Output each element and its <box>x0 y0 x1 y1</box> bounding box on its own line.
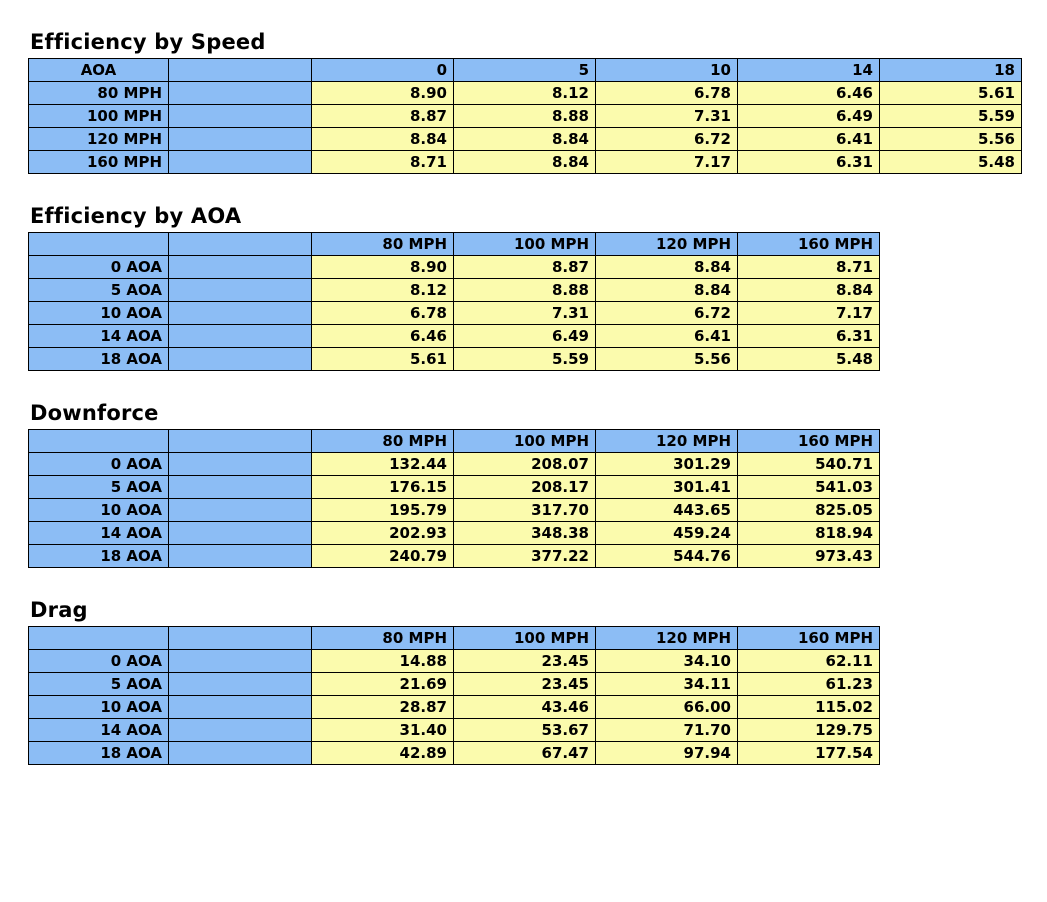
value-cell: 377.22 <box>454 545 596 568</box>
column-header-3: 160 MPH <box>738 233 880 256</box>
value-cell: 67.47 <box>454 742 596 765</box>
spacer-cell <box>169 256 312 279</box>
value-cell: 8.12 <box>312 279 454 302</box>
value-cell: 240.79 <box>312 545 454 568</box>
row-header: 0 AOA <box>29 453 169 476</box>
table-row <box>29 719 880 742</box>
value-cell: 6.78 <box>312 302 454 325</box>
value-cell: 544.76 <box>596 545 738 568</box>
spacer-cell <box>169 650 312 673</box>
value-cell: 208.17 <box>454 476 596 499</box>
table-row <box>29 105 1022 128</box>
spacer-cell <box>169 82 312 105</box>
value-cell: 6.46 <box>738 82 880 105</box>
row-header: 18 AOA <box>29 348 169 371</box>
value-cell: 5.61 <box>880 82 1022 105</box>
row-header: 5 AOA <box>29 476 169 499</box>
spacer-header-cell <box>169 627 312 650</box>
row-header: 0 AOA <box>29 650 169 673</box>
spacer-cell <box>169 302 312 325</box>
column-header-0: 80 MPH <box>312 233 454 256</box>
section-downforce <box>0 371 1047 568</box>
value-cell: 301.41 <box>596 476 738 499</box>
value-cell: 825.05 <box>738 499 880 522</box>
table-row <box>29 325 880 348</box>
spacer-header-cell <box>169 233 312 256</box>
value-cell: 129.75 <box>738 719 880 742</box>
top-gap <box>0 0 1047 30</box>
row-header: 14 AOA <box>29 719 169 742</box>
value-cell: 6.72 <box>596 302 738 325</box>
value-cell: 5.48 <box>738 348 880 371</box>
value-cell: 31.40 <box>312 719 454 742</box>
table-downforce <box>28 429 880 568</box>
column-header-2: 10 <box>596 59 738 82</box>
table-row <box>29 742 880 765</box>
row-header: 0 AOA <box>29 256 169 279</box>
section-drag <box>0 568 1047 765</box>
value-cell: 23.45 <box>454 650 596 673</box>
column-header-3: 160 MPH <box>738 627 880 650</box>
value-cell: 348.38 <box>454 522 596 545</box>
column-header-1: 100 MPH <box>454 627 596 650</box>
value-cell: 459.24 <box>596 522 738 545</box>
value-cell: 177.54 <box>738 742 880 765</box>
value-cell: 973.43 <box>738 545 880 568</box>
row-header: 160 MPH <box>29 151 169 174</box>
row-header: 10 AOA <box>29 696 169 719</box>
section-gap <box>0 568 1047 598</box>
value-cell: 8.84 <box>596 256 738 279</box>
table-row <box>29 499 880 522</box>
value-cell: 5.59 <box>880 105 1022 128</box>
column-header-2: 120 MPH <box>596 430 738 453</box>
row-header: 18 AOA <box>29 742 169 765</box>
value-cell: 6.72 <box>596 128 738 151</box>
value-cell: 7.31 <box>596 105 738 128</box>
column-header-3: 160 MPH <box>738 430 880 453</box>
value-cell: 6.41 <box>596 325 738 348</box>
spacer-cell <box>169 151 312 174</box>
value-cell: 8.84 <box>454 151 596 174</box>
spacer-cell <box>169 128 312 151</box>
section-efficiency-by-aoa <box>0 174 1047 371</box>
value-cell: 5.48 <box>880 151 1022 174</box>
corner-header-cell <box>29 627 169 650</box>
value-cell: 541.03 <box>738 476 880 499</box>
table-row <box>29 151 1022 174</box>
value-cell: 202.93 <box>312 522 454 545</box>
spacer-cell <box>169 673 312 696</box>
value-cell: 28.87 <box>312 696 454 719</box>
value-cell: 115.02 <box>738 696 880 719</box>
column-header-1: 100 MPH <box>454 233 596 256</box>
value-cell: 7.31 <box>454 302 596 325</box>
spacer-cell <box>169 545 312 568</box>
value-cell: 21.69 <box>312 673 454 696</box>
value-cell: 8.84 <box>596 279 738 302</box>
table-efficiency-by-speed <box>28 58 1022 174</box>
column-header-0: 80 MPH <box>312 430 454 453</box>
table-row <box>29 128 1022 151</box>
spacer-cell <box>169 522 312 545</box>
spacer-cell <box>169 476 312 499</box>
corner-header-cell: AOA <box>29 59 169 82</box>
value-cell: 540.71 <box>738 453 880 476</box>
section-title: Downforce <box>30 401 159 425</box>
spacer-cell <box>169 499 312 522</box>
value-cell: 97.94 <box>596 742 738 765</box>
value-cell: 43.46 <box>454 696 596 719</box>
table-row <box>29 279 880 302</box>
table-row <box>29 650 880 673</box>
row-header: 14 AOA <box>29 522 169 545</box>
value-cell: 8.87 <box>312 105 454 128</box>
value-cell: 8.84 <box>312 128 454 151</box>
value-cell: 7.17 <box>596 151 738 174</box>
spacer-cell <box>169 696 312 719</box>
value-cell: 8.87 <box>454 256 596 279</box>
value-cell: 6.49 <box>738 105 880 128</box>
value-cell: 71.70 <box>596 719 738 742</box>
value-cell: 132.44 <box>312 453 454 476</box>
value-cell: 61.23 <box>738 673 880 696</box>
row-header: 18 AOA <box>29 545 169 568</box>
corner-header-cell <box>29 233 169 256</box>
value-cell: 5.61 <box>312 348 454 371</box>
value-cell: 66.00 <box>596 696 738 719</box>
section-gap <box>0 174 1047 204</box>
value-cell: 8.71 <box>312 151 454 174</box>
row-header: 5 AOA <box>29 279 169 302</box>
value-cell: 317.70 <box>454 499 596 522</box>
row-header: 5 AOA <box>29 673 169 696</box>
column-header-4: 18 <box>880 59 1022 82</box>
value-cell: 6.41 <box>738 128 880 151</box>
value-cell: 8.84 <box>454 128 596 151</box>
value-cell: 8.88 <box>454 279 596 302</box>
value-cell: 6.49 <box>454 325 596 348</box>
section-title: Efficiency by Speed <box>30 30 266 54</box>
spacer-cell <box>169 348 312 371</box>
value-cell: 42.89 <box>312 742 454 765</box>
value-cell: 6.31 <box>738 325 880 348</box>
column-header-0: 0 <box>312 59 454 82</box>
row-header: 80 MPH <box>29 82 169 105</box>
spacer-cell <box>169 719 312 742</box>
table-header-row <box>29 627 880 650</box>
spacer-cell <box>169 105 312 128</box>
value-cell: 62.11 <box>738 650 880 673</box>
spacer-cell <box>169 279 312 302</box>
table-row <box>29 82 1022 105</box>
table-row <box>29 673 880 696</box>
section-efficiency-by-speed <box>0 0 1047 174</box>
value-cell: 301.29 <box>596 453 738 476</box>
value-cell: 818.94 <box>738 522 880 545</box>
value-cell: 14.88 <box>312 650 454 673</box>
value-cell: 8.90 <box>312 256 454 279</box>
row-header: 10 AOA <box>29 302 169 325</box>
row-header: 10 AOA <box>29 499 169 522</box>
spacer-cell <box>169 453 312 476</box>
value-cell: 53.67 <box>454 719 596 742</box>
spacer-header-cell <box>169 430 312 453</box>
value-cell: 208.07 <box>454 453 596 476</box>
section-gap <box>0 371 1047 401</box>
value-cell: 443.65 <box>596 499 738 522</box>
value-cell: 8.71 <box>738 256 880 279</box>
table-row <box>29 348 880 371</box>
value-cell: 7.17 <box>738 302 880 325</box>
table-row <box>29 696 880 719</box>
value-cell: 5.56 <box>596 348 738 371</box>
value-cell: 176.15 <box>312 476 454 499</box>
row-header: 14 AOA <box>29 325 169 348</box>
table-header-row <box>29 430 880 453</box>
column-header-1: 5 <box>454 59 596 82</box>
value-cell: 8.90 <box>312 82 454 105</box>
value-cell: 8.12 <box>454 82 596 105</box>
row-header: 100 MPH <box>29 105 169 128</box>
table-drag <box>28 626 880 765</box>
value-cell: 6.46 <box>312 325 454 348</box>
value-cell: 8.84 <box>738 279 880 302</box>
table-row <box>29 476 880 499</box>
value-cell: 8.88 <box>454 105 596 128</box>
value-cell: 195.79 <box>312 499 454 522</box>
table-header-row <box>29 233 880 256</box>
table-row <box>29 545 880 568</box>
column-header-1: 100 MPH <box>454 430 596 453</box>
value-cell: 23.45 <box>454 673 596 696</box>
corner-header-cell <box>29 430 169 453</box>
value-cell: 34.10 <box>596 650 738 673</box>
table-row <box>29 302 880 325</box>
section-title: Efficiency by AOA <box>30 204 242 228</box>
value-cell: 34.11 <box>596 673 738 696</box>
column-header-2: 120 MPH <box>596 233 738 256</box>
column-header-3: 14 <box>738 59 880 82</box>
value-cell: 6.78 <box>596 82 738 105</box>
column-header-2: 120 MPH <box>596 627 738 650</box>
table-row <box>29 522 880 545</box>
value-cell: 5.56 <box>880 128 1022 151</box>
table-header-row <box>29 59 1022 82</box>
spacer-cell <box>169 325 312 348</box>
table-row <box>29 453 880 476</box>
column-header-0: 80 MPH <box>312 627 454 650</box>
table-efficiency-by-aoa <box>28 232 880 371</box>
section-title: Drag <box>30 598 88 622</box>
spacer-header-cell <box>169 59 312 82</box>
value-cell: 5.59 <box>454 348 596 371</box>
table-row <box>29 256 880 279</box>
value-cell: 6.31 <box>738 151 880 174</box>
row-header: 120 MPH <box>29 128 169 151</box>
spacer-cell <box>169 742 312 765</box>
